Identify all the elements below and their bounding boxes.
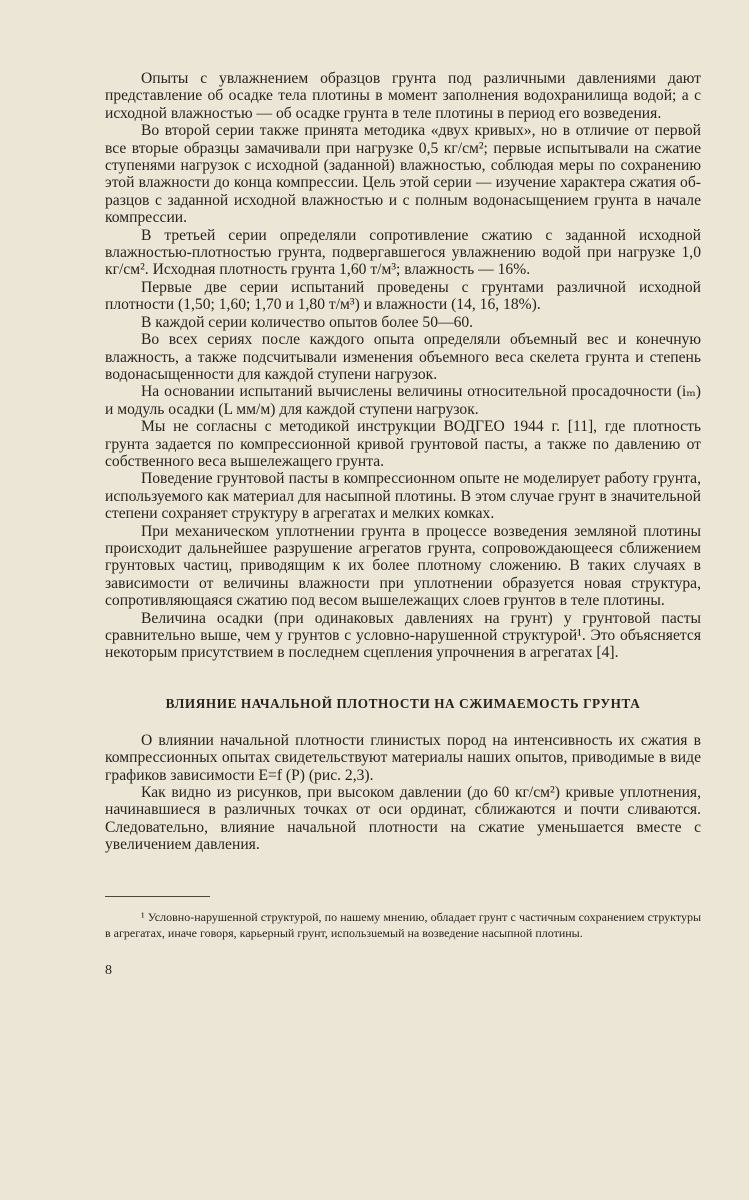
paragraph: Во второй серии также принята методика «двух кривых», но в отличие от первой все вторые образцы замачивали при нагрузке 0,5 кг/см²; первые испытывали на сжатие ступенями нагрузок с исходной (заданной) влажностью, соблюдая меры по сохранению этой влажности до конца компрессии. Цель этой серии — изучение характера сжатия образцов с заданной исходной влажностью и с полным водонасыщением грунта в начале компрессии. xyxy=(105,122,701,227)
paragraph: При механическом уплотнении грунта в процессе возведения земляной плотины происходит дальнейшее разрушение агрегатов грунта, сопровождающееся сближением грунтовых частиц, приводящим к их более плотному сложению. В таких случаях в зависимости от величины влажности при уплотнении образуется новая структура, сопротивляющаяся сжатию под весом вышележащих слоев грунтов в теле плотины. xyxy=(105,522,701,610)
page-number: 8 xyxy=(105,962,112,978)
paragraph: О влиянии начальной плотности глинистых пород на интенсивность их сжатия в компрессионных опытах свидетельствуют материалы наших опытов, приводимые в виде графиков зависимости E=f (P) (рис. 2,3). xyxy=(105,731,701,784)
paragraph: Мы не согласны с методикой инструкции ВОДГЕО 1944 г. [11], где плотность грунта задается по компрессионной кривой грунтовой пасты, а также по давлению от собственного веса вышележащего грунта. xyxy=(105,418,701,470)
footnote: ¹ Условно-нарушенной структурой, по нашему мнению, обладает грунт с частичным сохранением структуры в агрегатах, иначе говоря, карьерный грунт, использueмый на возведение насыпной плотины. xyxy=(105,909,701,940)
paragraph: В третьей серии определяли сопротивление сжатию с заданной исходной влажностью-плотностью грунта, подвергавшегося увлажнению водой при нагрузке 1,0 кг/см². Исходная плотность грунта 1,60 т/м³; влажность — 16%. xyxy=(105,226,701,279)
paragraph: Опыты с увлажнением образцов грунта под различными давлениями дают представление об осадке тела плотины в момент заполнения водохранилища водой; а с исходной влажностью — об осадке грунта в теле плотины в период его возведения. xyxy=(105,70,701,122)
paragraph: Поведение грунтовой пасты в компрессионном опыте не моделирует работу грунта, используемого как материал для насыпной плотины. В этом случае грунт в значительной степени сохраняет структуру в агрегатах и мелких комках. xyxy=(105,470,701,523)
paragraph: Величина осадки (при одинаковых давлениях на грунт) у грунтовой пасты сравнительно выше, чем у грунтов с условно-нарушенной структурой¹. Это объясняется некоторым присутствием в последнем сцепления упрочнения в агрегатах [4]. xyxy=(105,609,701,662)
paragraph: В каждой серии количество опытов более 50—60. xyxy=(141,313,474,331)
section-heading: ВЛИЯНИЕ НАЧАЛЬНОЙ ПЛОТНОСТИ НА СЖИМАЕМОСТЬ ГРУНТА xyxy=(165,695,641,711)
body-text-bottom xyxy=(105,732,701,854)
paragraph: Первые две серии испытаний проведены с грунтами различной исходной плотности (1,50; 1,60; 1,70 и 1,80 т/м³) и влажности (14, 16, 18%). xyxy=(105,278,701,314)
paragraph: Как видно из рисунков, при высоком давлении (до 60 кг/см²) кривые уплотнения, начинавшиеся в различных точках от оси ординат, сближаются и почти сливаются. Следовательно, влияние начальной плотности на сжатие уменьшается вместе с увеличением давления. xyxy=(105,784,701,854)
footnote-divider xyxy=(105,896,210,897)
body-text-top xyxy=(105,70,701,662)
paragraph: Во всех сериях после каждого опыта определяли объемный вес и конечную влажность, а также подсчитывали изменения объемного веса скелета грунта и степень водонасыщенности для каждой ступени нагрузок. xyxy=(105,331,701,383)
paragraph: На основании испытаний вычислены величины относительной просадочности (iₘ) и модуль осадки (L мм/м) для каждой ступени нагрузок. xyxy=(105,383,701,418)
